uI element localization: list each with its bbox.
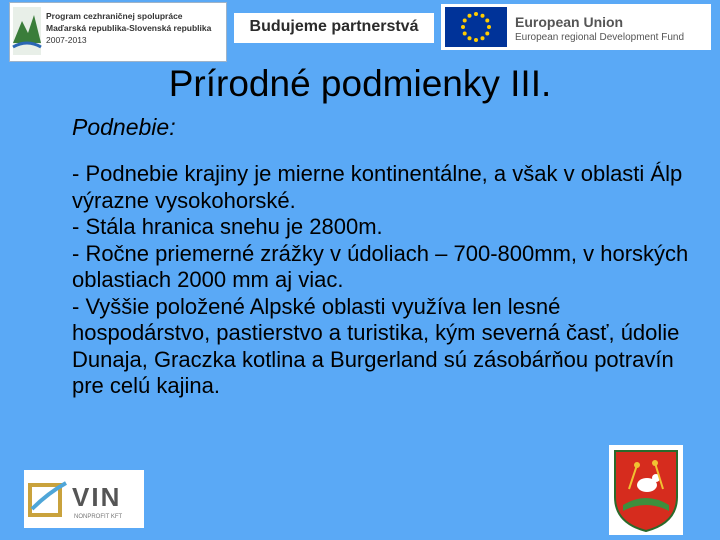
vin-logo-text: VIN <box>72 482 122 512</box>
eu-flag-icon <box>445 7 507 47</box>
slide-subtitle: Podnebie: <box>72 114 176 140</box>
body-paragraph-2: - Stála hranica snehu je 2800m. <box>72 214 383 239</box>
coat-of-arms-icon <box>609 445 683 535</box>
body-paragraph-1: - Podnebie krajiny je mierne kontinentálne, a však v oblasti Álp výrazne vysokohorské. <box>72 161 683 213</box>
program-logo-line2: Maďarská republika-Slovenská republika <box>46 23 212 33</box>
slide-body <box>72 161 702 400</box>
program-logo-line1: Program cezhraničnej spolupráce <box>46 11 183 21</box>
slide-title: Prírodné podmienky III. <box>168 63 552 104</box>
vin-logo <box>24 470 144 528</box>
eu-logo-title: European Union <box>515 14 624 30</box>
eu-logo-subtitle: European regional Development Fund <box>515 32 684 43</box>
vin-logo-subtext: NONPROFIT KFT <box>74 514 123 520</box>
body-paragraph-4: - Vyššie položené Alpské oblasti využíva len lesné hospodárstvo, pastierstvo a turistika, kým severná časť, údolie Dunaja, Graczka kotlina a Burgerland sú zásobárňou potravín pre celú kajina. <box>72 293 680 398</box>
partnership-logo <box>234 13 434 43</box>
body-paragraph-3: - Ročne priemerné zrážky v údoliach – 700-800mm, v horských oblastiach 2000 mm aj viac. <box>72 240 689 292</box>
eu-logo <box>441 4 711 50</box>
vin-logo-emblem-icon <box>28 479 68 519</box>
program-logo <box>9 2 227 62</box>
partnership-logo-text: Budujeme partnerstvá <box>249 18 419 35</box>
program-logo-line3: 2007-2013 <box>46 35 87 45</box>
